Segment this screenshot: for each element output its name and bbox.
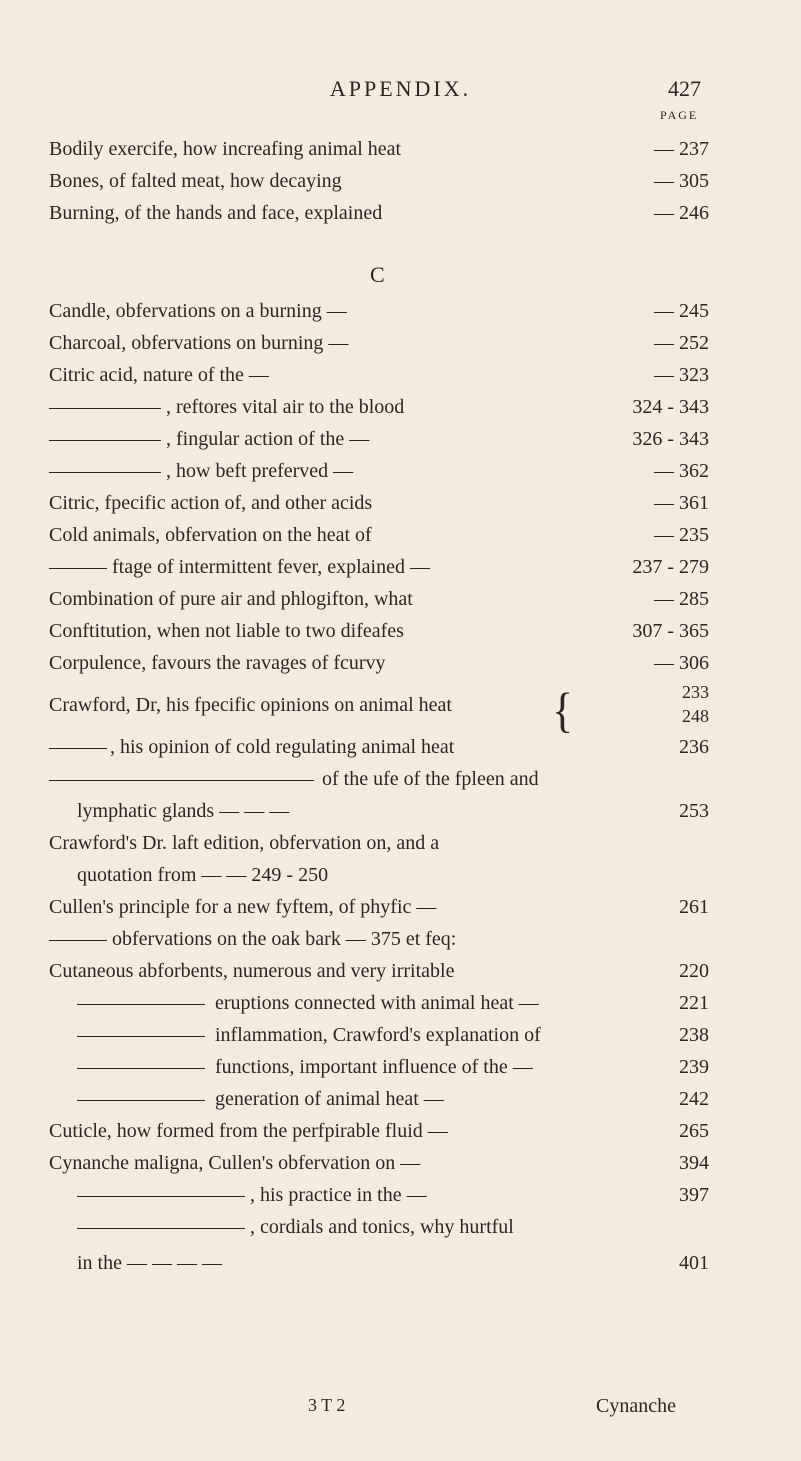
entry-pages: 253 xyxy=(679,800,709,822)
ditto-dash xyxy=(49,928,113,951)
ditto-dash xyxy=(77,1216,251,1239)
ditto-dash xyxy=(77,992,211,1015)
entry-pages: — 285 xyxy=(654,588,709,610)
entry-text: Cynanche maligna, Cullen's obfervation on — xyxy=(49,1152,421,1174)
entry-text: lymphatic glands — — — xyxy=(77,800,290,822)
entry-pages: — 306 xyxy=(654,652,709,674)
entry-text: Crawford, Dr, his fpecific opinions on animal heat xyxy=(49,694,452,716)
ditto-dash xyxy=(49,396,167,419)
ditto-dash xyxy=(49,460,167,483)
index-subentry xyxy=(0,1088,801,1122)
entry-text: functions, important influence of the — xyxy=(215,1056,533,1078)
entry-text: Cold animals, obfervation on the heat of xyxy=(49,524,372,546)
brace-glyph: { xyxy=(552,683,574,738)
entry-text: Combination of pure air and phlogifton, what xyxy=(49,588,413,610)
index-subentry xyxy=(0,1216,801,1250)
index-entry xyxy=(0,588,801,622)
entry-text: Citric acid, nature of the — xyxy=(49,364,269,386)
index-entry-continued xyxy=(0,864,801,898)
entry-text: Bones, of falted meat, how decaying xyxy=(49,170,342,192)
index-entry xyxy=(0,300,801,334)
index-subentry xyxy=(0,736,801,770)
entry-pages: 239 xyxy=(679,1056,709,1078)
signature-mark: 3 T 2 xyxy=(308,1395,346,1415)
entry-text: , his practice in the — xyxy=(250,1184,427,1206)
entry-pages: 261 xyxy=(679,896,709,918)
entry-text: ftage of intermittent fever, explained — xyxy=(112,556,430,578)
ditto-dash xyxy=(49,768,320,791)
entry-pages: — 237 xyxy=(654,138,709,160)
index-entry xyxy=(0,652,801,686)
entry-text: Candle, obfervations on a burning — xyxy=(49,300,347,322)
entry-pages: 265 xyxy=(679,1120,709,1142)
ditto-dash xyxy=(49,736,113,759)
entry-text: Burning, of the hands and face, explained xyxy=(49,202,383,224)
ditto-dash xyxy=(77,1056,211,1079)
entry-text: Charcoal, obfervations on burning — xyxy=(49,332,349,354)
index-subentry xyxy=(0,1184,801,1218)
entry-pages: 242 xyxy=(679,1088,709,1110)
index-entry xyxy=(0,138,801,172)
index-entry xyxy=(0,1152,801,1186)
entry-pages: — 362 xyxy=(654,460,709,482)
index-subentry xyxy=(0,1056,801,1090)
ditto-dash xyxy=(49,428,167,451)
index-entry xyxy=(0,524,801,558)
page-number: 427 xyxy=(668,76,701,101)
entry-pages: — 235 xyxy=(654,524,709,546)
page-column-label: PAGE xyxy=(660,108,699,122)
index-subentry xyxy=(0,928,801,962)
ditto-dash xyxy=(77,1088,211,1111)
entry-text: inflammation, Crawford's explanation of xyxy=(215,1024,541,1046)
entry-text: quotation from — — 249 - 250 xyxy=(77,864,329,886)
entry-text: Cuticle, how formed from the perfpirable fluid — xyxy=(49,1120,448,1142)
entry-text: , how beft preferved — xyxy=(166,460,354,482)
entry-pages: 324 - 343 xyxy=(632,396,709,418)
entry-pages: 326 - 343 xyxy=(632,428,709,450)
entry-pages: 236 xyxy=(679,736,709,758)
index-entry-braced xyxy=(0,682,801,738)
index-entry xyxy=(0,896,801,930)
entry-text: eruptions connected with animal heat — xyxy=(215,992,539,1014)
ditto-dash xyxy=(49,556,113,579)
entry-pages: 401 xyxy=(679,1252,709,1274)
index-entry-continued xyxy=(0,1252,801,1286)
ditto-dash xyxy=(77,1184,251,1207)
entry-pages: 220 xyxy=(679,960,709,982)
entry-pages: — 361 xyxy=(654,492,709,514)
entry-text: Conftitution, when not liable to two difeafes xyxy=(49,620,404,642)
entry-text: of the ufe of the fpleen and xyxy=(322,768,539,790)
entry-text: Citric, fpecific action of, and other acids xyxy=(49,492,373,514)
index-entry xyxy=(0,364,801,398)
entry-text: generation of animal heat — xyxy=(215,1088,444,1110)
index-subentry xyxy=(0,460,801,494)
entry-pages: 307 - 365 xyxy=(632,620,709,642)
entry-pages: 397 xyxy=(679,1184,709,1206)
index-entry xyxy=(0,620,801,654)
index-subentry xyxy=(0,428,801,462)
entry-text: Cutaneous abforbents, numerous and very irritable xyxy=(49,960,455,982)
entry-pages: 237 - 279 xyxy=(632,556,709,578)
entry-pages: — 323 xyxy=(654,364,709,386)
entry-pages-stack xyxy=(682,680,709,728)
entry-pages-bottom: 248 xyxy=(682,706,709,726)
entry-text: , fingular action of the — xyxy=(166,428,370,450)
entry-pages: 221 xyxy=(679,992,709,1014)
index-entry xyxy=(0,492,801,526)
ditto-dash xyxy=(77,1024,211,1047)
entry-pages: — 246 xyxy=(654,202,709,224)
entry-pages: — 305 xyxy=(654,170,709,192)
entry-text: , reftores vital air to the blood xyxy=(166,396,405,418)
entry-pages: 238 xyxy=(679,1024,709,1046)
index-entry xyxy=(0,202,801,236)
entry-text: obfervations on the oak bark — 375 et feq: xyxy=(112,928,457,950)
entry-pages: — 252 xyxy=(654,332,709,354)
entry-text: , cordials and tonics, why hurtful xyxy=(250,1216,514,1238)
index-entry xyxy=(0,170,801,204)
entry-pages: 394 xyxy=(679,1152,709,1174)
entry-text: Cullen's principle for a new fyftem, of phyfic — xyxy=(49,896,437,918)
index-subentry xyxy=(0,556,801,590)
entry-text: Crawford's Dr. laft edition, obfervation on, and a xyxy=(49,832,440,854)
index-subentry xyxy=(0,396,801,430)
index-entry xyxy=(0,960,801,994)
index-entry-continued xyxy=(0,800,801,834)
catchword: Cynanche xyxy=(596,1395,676,1417)
index-subentry xyxy=(0,992,801,1026)
index-entry xyxy=(0,332,801,366)
index-entry xyxy=(0,832,801,866)
entry-text: , his opinion of cold regulating animal heat xyxy=(110,736,455,758)
entry-pages: — 245 xyxy=(654,300,709,322)
entry-text: Bodily exercife, how increafing animal heat xyxy=(49,138,402,160)
index-subentry xyxy=(0,1024,801,1058)
index-subentry xyxy=(0,768,801,802)
entry-pages-top: 233 xyxy=(682,682,709,702)
entry-text: in the — — — — xyxy=(77,1252,222,1274)
running-title: APPENDIX. xyxy=(329,76,472,101)
entry-text: Corpulence, favours the ravages of fcurvy xyxy=(49,652,386,674)
section-letter: C xyxy=(370,262,385,287)
index-entry xyxy=(0,1120,801,1154)
